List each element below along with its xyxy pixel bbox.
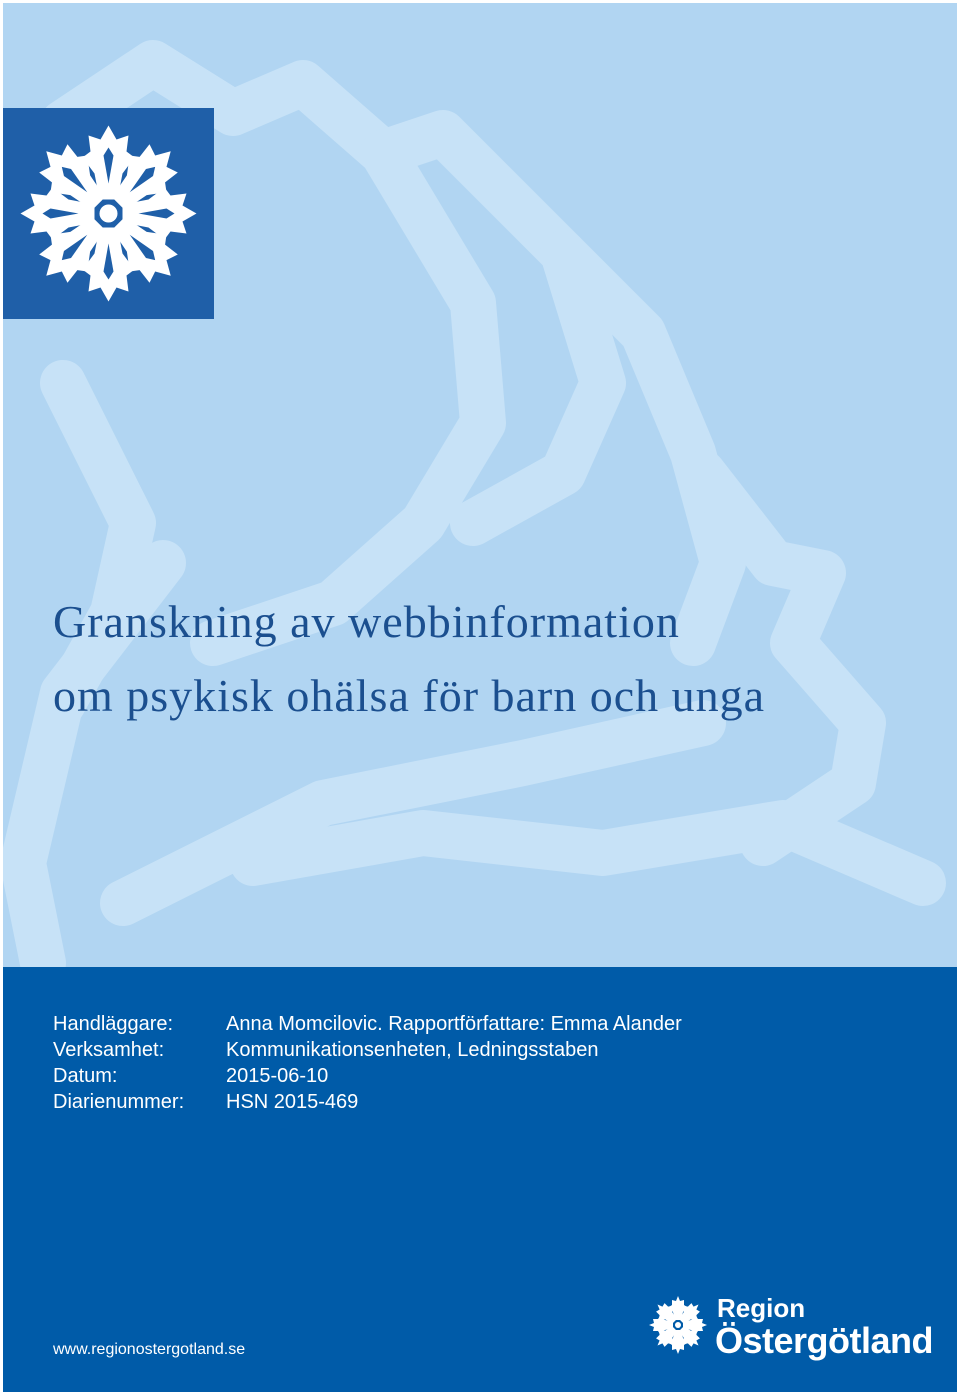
meta-value: HSN 2015-469 <box>226 1091 359 1113</box>
document-title <box>53 585 933 733</box>
title-line-2: om psykisk ohälsa för barn och unga <box>53 670 766 721</box>
logo-word: Region <box>717 1293 806 1323</box>
region-ostergotland-logo <box>645 1292 934 1364</box>
meta-label: Datum: <box>53 1065 118 1087</box>
meta-row-datum <box>53 1063 682 1089</box>
meta-value: 2015-06-10 <box>226 1065 329 1087</box>
meta-row-handlaggare <box>53 1011 682 1037</box>
meta-row-diarienummer <box>53 1089 682 1115</box>
meta-value: Anna Momcilovic. Rapportförfattare: Emma Alander <box>226 1013 682 1035</box>
cover-page <box>3 3 957 1392</box>
meta-label: Diarienummer: <box>53 1091 185 1113</box>
website-url: www.regionostergotland.se <box>53 1341 246 1358</box>
cornflower-icon <box>645 1292 711 1358</box>
document-metadata <box>53 1011 682 1115</box>
logo-name: Östergötland <box>715 1320 934 1361</box>
info-band <box>3 967 957 1392</box>
meta-label: Verksamhet: <box>53 1039 165 1061</box>
meta-label: Handläggare: <box>53 1013 174 1035</box>
title-line-1: Granskning av webbinformation <box>53 596 680 647</box>
meta-value: Kommunikationsenheten, Ledningsstaben <box>226 1039 599 1061</box>
cover-logo <box>3 108 214 319</box>
cornflower-icon <box>3 108 214 319</box>
meta-row-verksamhet <box>53 1037 682 1063</box>
